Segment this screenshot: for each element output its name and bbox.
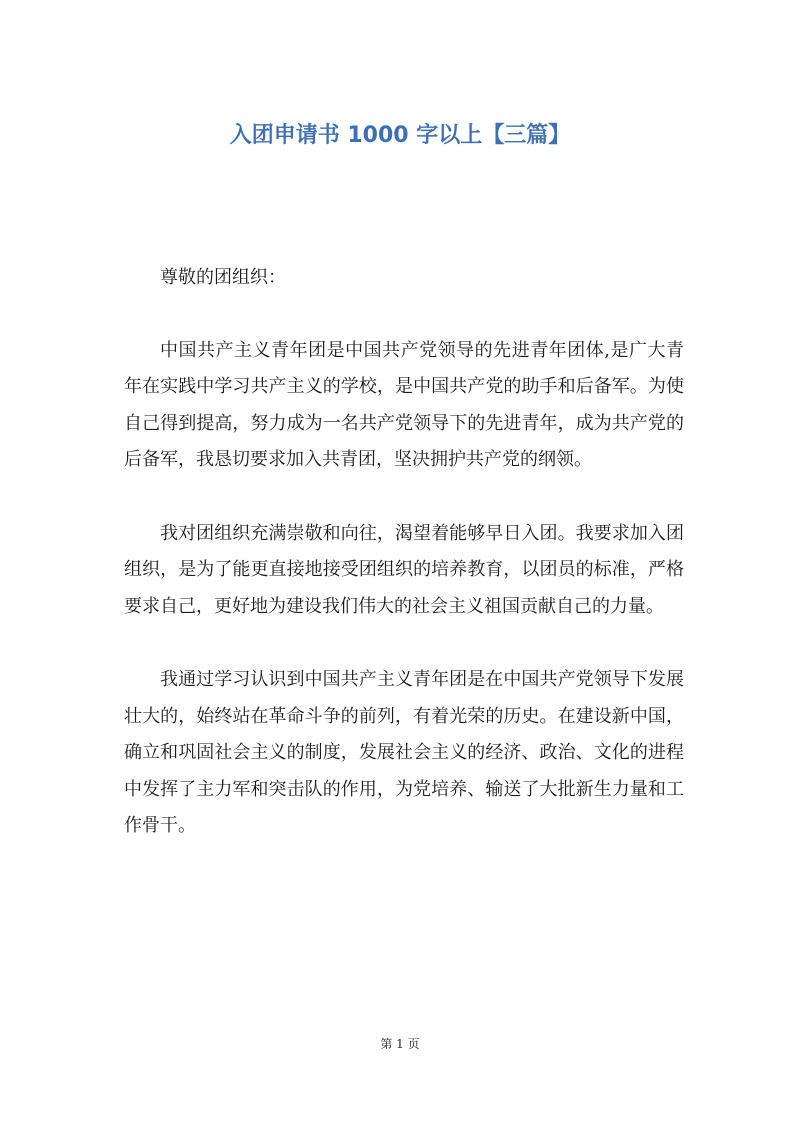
paragraph-1: 中国共产主义青年团是中国共产党领导的先进青年团体,是广大青年在实践中学习共产主义的学校，是中国共产党的助手和后备军。为使自己得到提高，努力成为一名共产党领导下的先进青年，成为共产党的后备军，我恳切要求加入共青团，坚决拥护共产党的纲领。 [124,339,684,470]
document-body [124,260,684,845]
paragraph-3: 我通过学习认识到中国共产主义青年团是在中国共产党领导下发展壮大的，始终站在革命斗争的前列，有着光荣的历史。在建设新中国，确立和巩固社会主义的制度，发展社会主义的经济、政治、文化的进程中发挥了主力军和突击队的作用，为党培养、输送了大批新生力量和工作骨干。 [124,669,684,836]
greeting: 尊敬的团组织： [160,267,286,288]
page-number: 第 1 页 [380,1037,420,1051]
document-title: 入团申请书 1000 字以上【三篇】 [229,123,571,148]
paragraph-2: 我对团组织充满崇敬和向往，渴望着能够早日入团。我要求加入团组织，是为了能更直接地接受团组织的培养教育，以团员的标准，严格要求自己，更好地为建设我们伟大的社会主义祖国贡献自己的力量。 [124,522,684,617]
